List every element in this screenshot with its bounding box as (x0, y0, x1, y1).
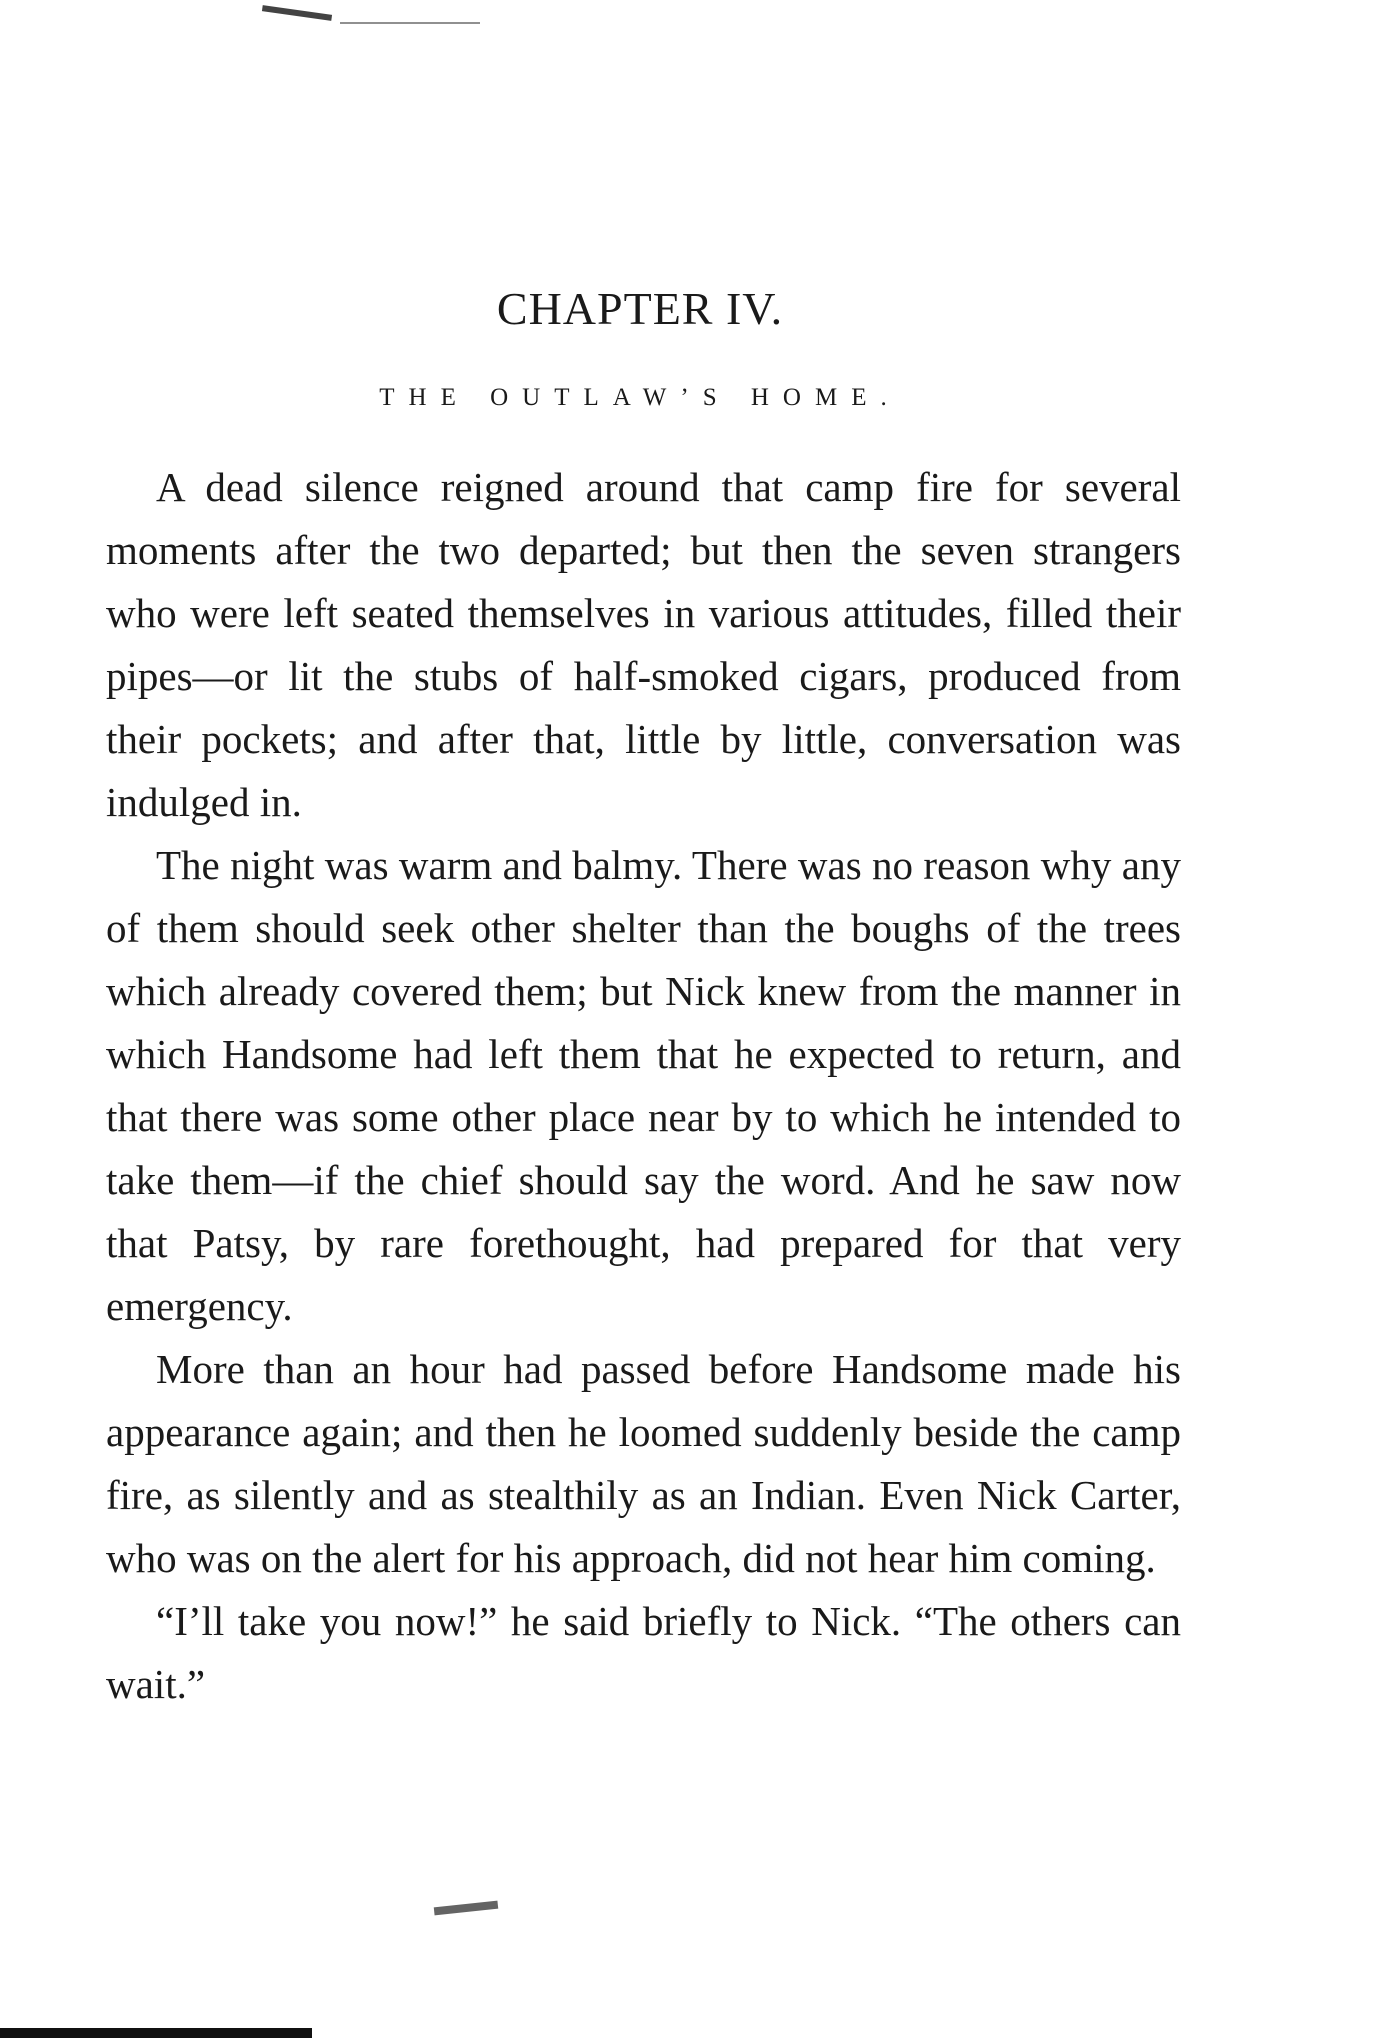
chapter-body (106, 456, 1181, 1716)
chapter-title: CHAPTER IV. (496, 283, 784, 334)
paragraph: More than an hour had passed before Handsome made his appearance again; and then he loomed suddenly beside the camp fire, as silently and as stealthily as an Indian. Even Nick Carter, who was on the alert for his approach, did not hear him coming. (106, 1346, 1181, 1581)
paragraph: The night was warm and balmy. There was no reason why any of them should seek other shelter than the boughs of the trees which already covered them; but Nick knew from the manner in which Handsome had left them that he expected to return, and that there was some other place near by to which he intended to take them—if the chief should say the word. And he saw now that Patsy, by rare forethought, had prepared for that very emergency. (106, 842, 1181, 1329)
scan-edge-bar (0, 2028, 312, 2038)
scan-smudge-top (262, 5, 332, 21)
scan-smudge-bottom (434, 1901, 498, 1916)
paragraph: A dead silence reigned around that camp fire for several moments after the two departed; but then the seven strangers who were left seated themselves in various attitudes, filled their pipes—or lit the stubs of half-smoked cigars, produced from their pockets; and after that, little by little, conversation was indulged in. (106, 464, 1181, 825)
scan-smudge-top-trail (340, 22, 480, 24)
chapter-subtitle: THE OUTLAW’S HOME. (379, 384, 901, 411)
paragraph: “I’ll take you now!” he said briefly to Nick. “The others can wait.” (106, 1598, 1181, 1707)
